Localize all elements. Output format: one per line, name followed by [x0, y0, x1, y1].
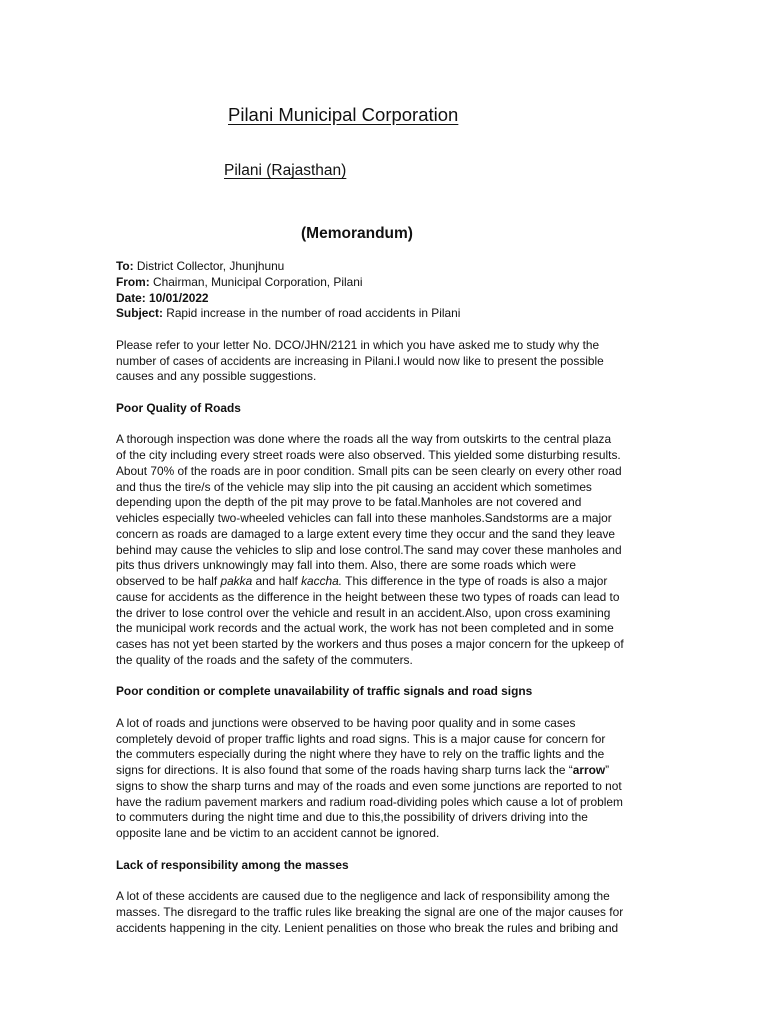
paragraph-line-mixed: [116, 574, 656, 590]
paragraph-line: About 70% of the roads are in poor condition. Small pits can be seen clearly on every other road: [116, 463, 622, 478]
section-heading-roads: [116, 401, 656, 417]
paragraph-line: the quality of the roads and the safety of the commuters.: [116, 652, 413, 667]
section-heading-text: Poor condition or complete unavailability of traffic signals and road signs: [116, 684, 533, 699]
paragraph-line: A lot of roads and junctions were observed to be having poor quality and in some cases: [116, 715, 576, 730]
paragraph-line: behind may cause the vehicles to slip and lose control.The sand may cover these manholes and: [116, 542, 622, 557]
memo-body: [116, 259, 656, 936]
paragraph-line: opposite lane and be victim to an accident cannot be ignored.: [116, 826, 440, 840]
document-subtitle: Pilani (Rajasthan): [224, 162, 347, 179]
section-heading-text: Poor Quality of Roads: [116, 400, 241, 415]
memo-from-value: Chairman, Municipal Corporation, Pilani: [149, 274, 363, 289]
paragraph-line-mixed: [116, 763, 656, 779]
memo-subject-label: Subject:: [116, 306, 163, 321]
section-heading-text: Lack of responsibility among the masses: [116, 857, 349, 872]
paragraph-line: of the city including every street roads were also observed. This yielded some disturbing results.: [116, 448, 621, 462]
paragraph-line: concern as roads are damaged to a large extent every time they occur and the sand they leave: [116, 526, 616, 541]
section-heading-signals: [116, 684, 656, 700]
italic-term-pakka: pakka: [220, 574, 253, 588]
text-run: and half: [252, 574, 302, 588]
roads-paragraph: [116, 432, 656, 668]
paragraph-line: completely devoid of proper traffic lights and road signs. This is a major cause for concern for: [116, 731, 606, 746]
text-run: ”: [605, 763, 610, 777]
memo-subject: [116, 306, 656, 322]
paragraph-line: cases has not yet been started by the workers and thus poses a major concern for the upkeep of: [116, 637, 624, 651]
paragraph-line: A thorough inspection was done where the roads all the way from outskirts to the central plaza: [116, 432, 612, 447]
paragraph-line: and thus the tire/s of the vehicle may slip into the pit causing an accident which sometimes: [116, 479, 592, 494]
signals-paragraph: [116, 716, 656, 842]
memorandum-label: (Memorandum): [301, 225, 413, 242]
text-run: observed to be half: [116, 574, 221, 588]
memo-from-label: From:: [116, 274, 150, 289]
paragraph-line: causes and any possible suggestions.: [116, 369, 317, 384]
memo-date: [116, 291, 656, 307]
paragraph-line: pits thus drivers unknowingly may fall into them. Also, there are some roads which were: [116, 558, 576, 573]
memo-date-label: Date:: [116, 290, 146, 305]
paragraph-line: masses. The disregard to the traffic rules like breaking the signal are one of the major causes for: [116, 904, 624, 919]
memo-to-value: District Collector, Jhunjhunu: [133, 259, 285, 273]
paragraph-line: the driver to lose control over the vehicle and result in an accident.Also, upon cross examining: [116, 605, 611, 620]
document-title: Pilani Municipal Corporation: [228, 104, 459, 125]
memo-to-label: To:: [116, 259, 134, 273]
memo-to: [116, 259, 656, 275]
intro-paragraph: [116, 338, 656, 385]
responsibility-paragraph: [116, 889, 656, 936]
paragraph-line: number of cases of accidents are increasing in Pilani.I would now like to present the possible: [116, 353, 604, 368]
paragraph-line: cause for accidents as the difference in the height between these two types of roads can lead to: [116, 589, 620, 604]
paragraph-line: the commuters especially during the night where they have to rely on the traffic lights and the: [116, 747, 605, 762]
paragraph-line: A lot of these accidents are caused due to the negligence and lack of responsibility among the: [116, 889, 610, 903]
text-run: This difference in the type of roads is also a major: [342, 574, 608, 588]
memo-from: [116, 275, 656, 291]
paragraph-line: Please refer to your letter No. DCO/JHN/2121 in which you have asked me to study why the: [116, 337, 600, 352]
bold-term-arrow: arrow: [572, 763, 606, 777]
paragraph-line: signs to show the sharp turns and may of the roads and even some junctions are reported to not: [116, 778, 622, 793]
memo-date-value: 10/01/2022: [145, 290, 209, 305]
section-heading-responsibility: [116, 858, 656, 874]
paragraph-line: depending upon the depth of the pit may prove to be fatal.Manholes are not covered and: [116, 495, 582, 510]
paragraph-line: the municipal work records and the actual work, the work has not been completed and in some: [116, 621, 614, 636]
italic-term-kaccha: kaccha.: [301, 574, 343, 588]
paragraph-line: vehicles especially two-wheeled vehicles can fall into these manholes.Sandstorms are a major: [116, 511, 612, 525]
text-run: signs for directions. It is also found that some of the roads having sharp turns lack the “: [116, 763, 573, 777]
paragraph-line: to commuters during the night time and due to this,the possibility of drivers driving into the: [116, 810, 588, 825]
paragraph-line: have the radium pavement markers and radium road-dividing poles which cause a lot of problem: [116, 794, 623, 809]
memo-subject-value: Rapid increase in the number of road accidents in Pilani: [162, 306, 461, 321]
paragraph-line: accidents happening in the city. Lenient penalities on those who break the rules and bribing and: [116, 920, 619, 935]
